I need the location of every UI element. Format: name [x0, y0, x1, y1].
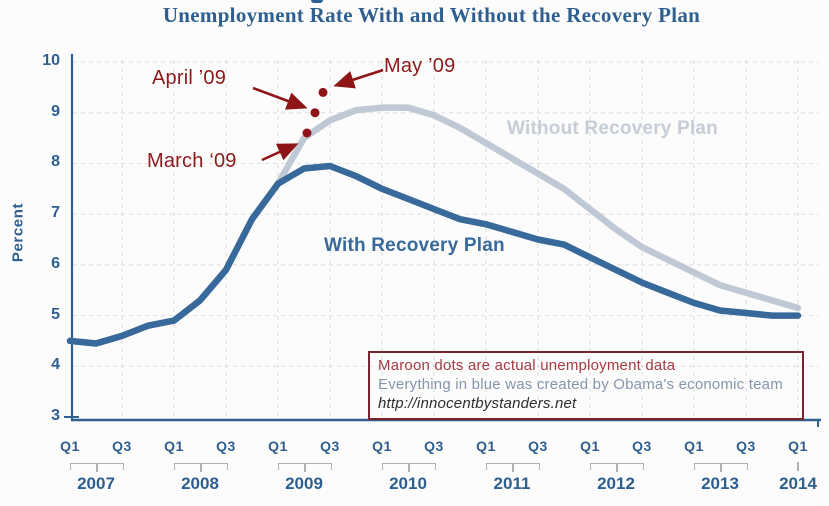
year-bracket-2013: [694, 463, 748, 470]
annotation-march-09: March ‘09: [147, 150, 237, 172]
year-label-2012: 2012: [597, 474, 635, 493]
year-label-2010: 2010: [389, 474, 427, 493]
actual-data-dot: [319, 88, 328, 97]
y-tick-label: 9: [51, 102, 60, 120]
year-bracket-2010: [382, 463, 436, 470]
annotation-may-09: May ’09: [384, 55, 456, 77]
bracket-center-tick: [200, 464, 202, 472]
x-tick-q1-2013: Q1: [684, 438, 704, 454]
y-axis-title: Percent: [9, 202, 27, 263]
y-tick-label: 6: [51, 254, 60, 272]
year-label-2007: 2007: [77, 474, 115, 493]
info-line-blue-note: Everything in blue was created by Obama's economic team: [378, 376, 783, 393]
year-bracket-2007: [70, 463, 124, 470]
info-box: [368, 351, 804, 420]
x-tick-q3-2010: Q3: [424, 438, 444, 454]
year-label-2014: 2014: [779, 474, 817, 493]
year-bracket-2009: [278, 463, 332, 470]
bracket-center-tick: [304, 464, 306, 472]
year-label-2011: 2011: [493, 474, 531, 493]
annotation-arrow-april: [253, 88, 304, 107]
x-tick-q3-2011: Q3: [528, 438, 548, 454]
annotation-april-09: April ’09: [152, 67, 227, 89]
annotation-arrow-may: [337, 70, 383, 85]
info-line-maroon-dots: Maroon dots are actual unemployment data: [378, 357, 676, 374]
info-url: http://innocentbystanders.net: [378, 395, 577, 412]
bracket-center-tick: [96, 464, 98, 472]
year-label-2013: 2013: [701, 474, 739, 493]
x-tick-q1-2012: Q1: [580, 438, 600, 454]
bracket-center-tick: [720, 464, 722, 472]
y-tick-label: 4: [51, 356, 60, 374]
y-tick-label: 10: [42, 52, 60, 69]
bracket-center-tick: [512, 464, 514, 472]
year-bracket-2011: [486, 463, 540, 470]
x-tick-q3-2008: Q3: [216, 438, 236, 454]
year-label-2009: 2009: [285, 474, 323, 493]
x-tick-q1-2008: Q1: [164, 438, 184, 454]
x-tick-q1-2010: Q1: [372, 438, 392, 454]
y-tick-label: 5: [51, 305, 60, 323]
without-recovery-plan-label: Without Recovery Plan: [507, 118, 718, 139]
y-tick-label: 8: [51, 153, 60, 171]
bracket-center-tick: [408, 464, 410, 472]
x-tick-q1-2007: Q1: [60, 438, 80, 454]
y-tick-label: 7: [51, 204, 60, 222]
chart-title: Unemployment Rate With and Without the Recovery Plan: [162, 3, 701, 27]
bracket-center-tick: [616, 464, 618, 472]
year-tick-2014: [797, 462, 799, 471]
x-tick-q3-2012: Q3: [632, 438, 652, 454]
x-tick-q1-2011: Q1: [476, 438, 496, 454]
year-bracket-2012: [590, 463, 644, 470]
x-tick-q3-2013: Q3: [736, 438, 756, 454]
x-tick-q3-2009: Q3: [320, 438, 340, 454]
x-tick-q1-2009: Q1: [268, 438, 288, 454]
with-recovery-plan-label: With Recovery Plan: [324, 235, 505, 256]
actual-data-dot: [303, 129, 312, 138]
year-label-2008: 2008: [181, 474, 219, 493]
y-tick-label: 3: [51, 407, 60, 424]
year-bracket-2008: [174, 463, 228, 470]
actual-data-dot: [311, 108, 320, 117]
x-tick-q1-2014: Q1: [788, 438, 808, 454]
x-tick-q3-2007: Q3: [112, 438, 132, 454]
